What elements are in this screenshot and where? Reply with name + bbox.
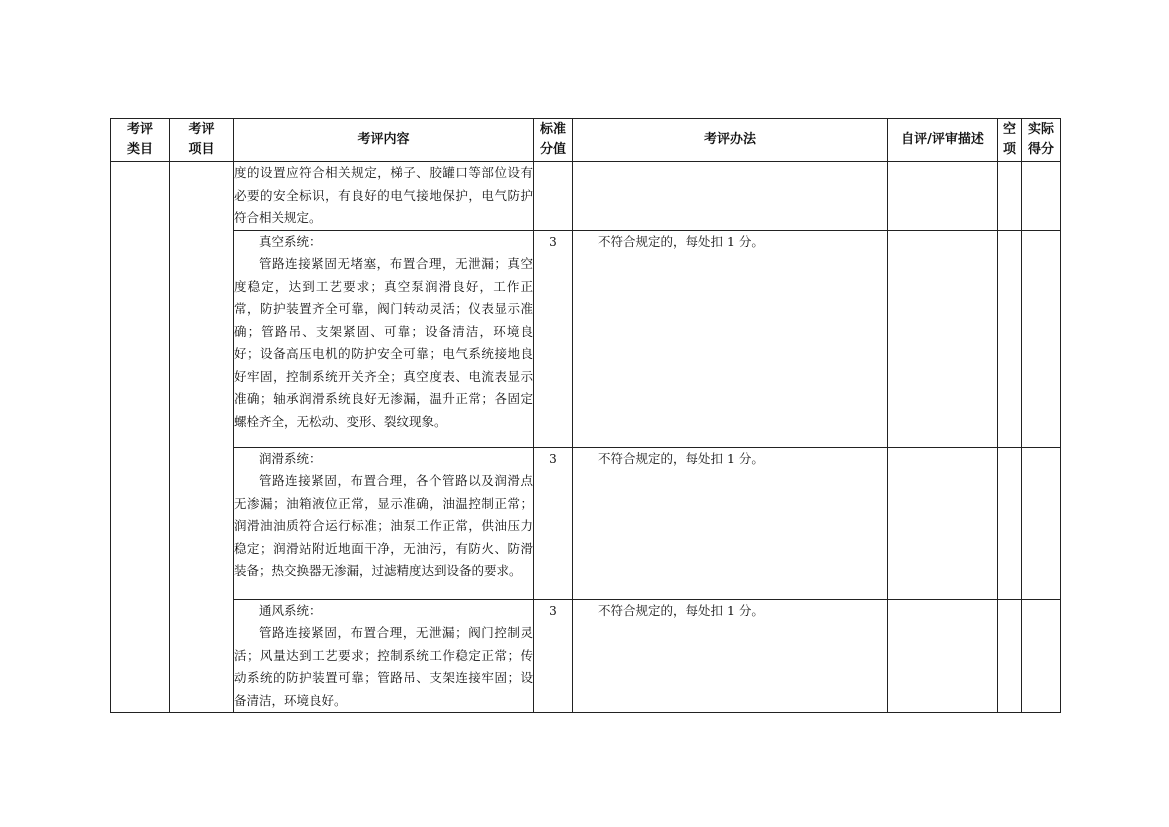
category-cell (111, 162, 170, 713)
header-category: 考评 类目 (111, 119, 170, 162)
table-row (111, 230, 1061, 447)
method-text: 不符合规定的，每处扣 1 分。 (598, 450, 764, 466)
score-cell: 3 (534, 447, 573, 599)
blank-cell[interactable] (998, 162, 1022, 231)
table-row (111, 447, 1061, 599)
actual-score-cell[interactable] (1022, 599, 1061, 713)
header-row (111, 119, 1061, 162)
method-text: 不符合规定的，每处扣 1 分。 (598, 233, 764, 249)
score-cell: 3 (534, 599, 573, 713)
section-title: 真空系统： (259, 233, 322, 249)
section-title: 通风系统： (259, 602, 322, 618)
content-cell (234, 447, 534, 599)
section-body: 管路连接紧固，布置合理，各个管路以及润滑点无渗漏；油箱液位正常，显示准确，油温控制正常；润滑油油质符合运行标准；油泵工作正常，供油压力稳定；润滑站附近地面干净，无油污，有防火、防滑装备；热交换器无渗漏，过滤精度达到设备的要求。 (234, 473, 533, 578)
section-body: 管路连接紧固无堵塞，布置合理，无泄漏；真空度稳定，达到工艺要求；真空泵润滑良好，工作正常，防护装置齐全可靠，阀门转动灵活；仪表显示准确；管路吊、支架紧固、可靠；设备清洁，环境良好；设备高压电机的防护安全可靠；电气系统接地良好牢固，控制系统开关齐全；真空度表、电流表显示准确；轴承润滑系统良好无渗漏，温升正常；各固定螺栓齐全，无松动、变形、裂纹现象。 (234, 256, 533, 429)
table-row (111, 162, 1061, 231)
content-cell (234, 230, 534, 447)
section-title: 润滑系统： (259, 450, 322, 466)
self-review-cell[interactable] (888, 599, 998, 713)
method-text: 不符合规定的，每处扣 1 分。 (598, 602, 764, 618)
evaluation-sheet (110, 118, 1061, 713)
method-cell (573, 162, 888, 231)
actual-score-cell[interactable] (1022, 447, 1061, 599)
content-cell (234, 599, 534, 713)
content-continuation: 度的设置应符合相关规定，梯子、胶罐口等部位设有必要的安全标识，有良好的电气接地保护，电气防护符合相关规定。 (234, 165, 533, 225)
self-review-cell[interactable] (888, 162, 998, 231)
table-row (111, 599, 1061, 713)
header-score: 标准 分值 (534, 119, 573, 162)
blank-cell[interactable] (998, 599, 1022, 713)
self-review-cell[interactable] (888, 447, 998, 599)
score-cell (534, 162, 573, 231)
method-cell (573, 230, 888, 447)
actual-score-cell[interactable] (1022, 162, 1061, 231)
header-blank: 空 项 (998, 119, 1022, 162)
header-self-review: 自评/评审描述 (888, 119, 998, 162)
header-method: 考评办法 (573, 119, 888, 162)
header-content: 考评内容 (234, 119, 534, 162)
header-actual-score: 实际 得分 (1022, 119, 1061, 162)
actual-score-cell[interactable] (1022, 230, 1061, 447)
item-cell (170, 162, 234, 713)
evaluation-table (110, 118, 1061, 713)
content-cell (234, 162, 534, 231)
method-cell (573, 447, 888, 599)
header-item: 考评 项目 (170, 119, 234, 162)
self-review-cell[interactable] (888, 230, 998, 447)
blank-cell[interactable] (998, 230, 1022, 447)
blank-cell[interactable] (998, 447, 1022, 599)
method-cell (573, 599, 888, 713)
score-cell: 3 (534, 230, 573, 447)
section-body: 管路连接紧固，布置合理，无泄漏；阀门控制灵活；风量达到工艺要求；控制系统工作稳定正常；传动系统的防护装置可靠；管路吊、支架连接牢固；设备清洁，环境良好。 (234, 625, 533, 708)
